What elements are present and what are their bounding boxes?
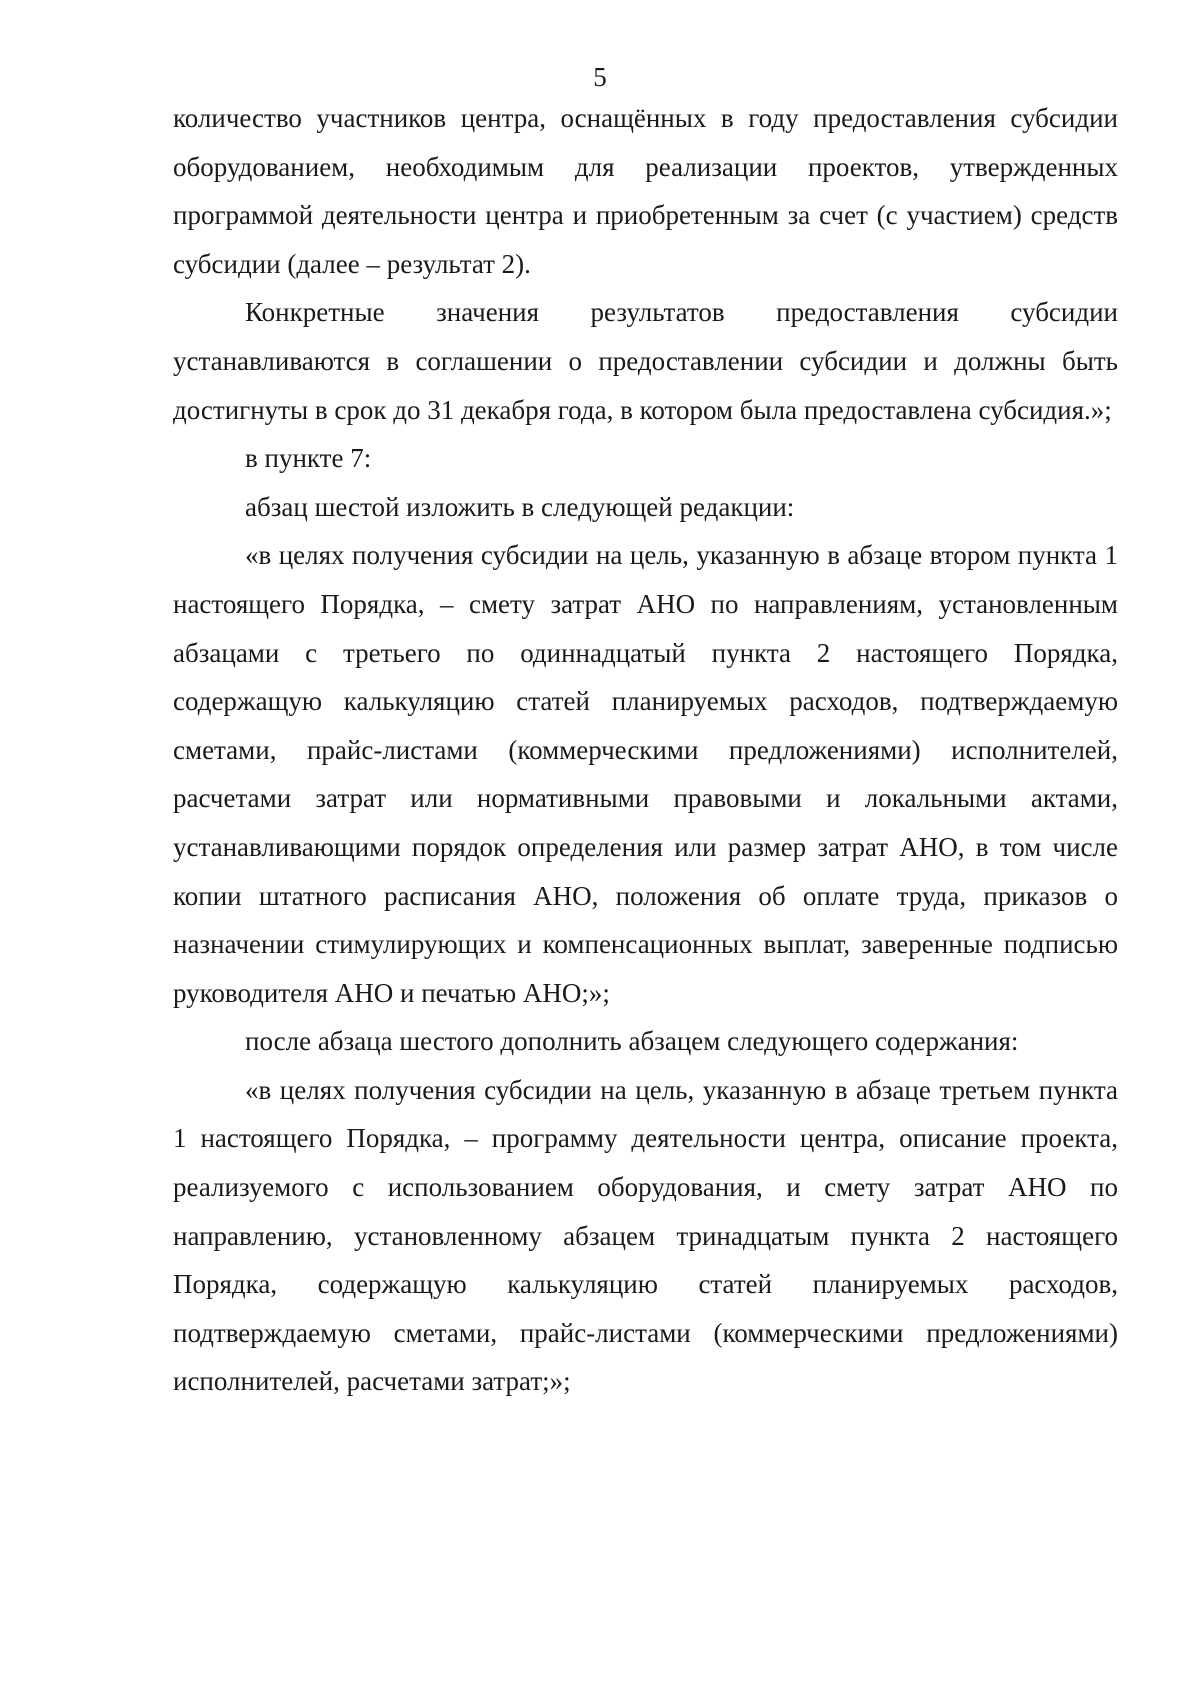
document-body	[173, 94, 1118, 1406]
page-number: 5	[593, 62, 607, 92]
paragraph-addition-heading: после абзаца шестого дополнить абзацем следующего содержания:	[245, 1026, 1019, 1057]
paragraph-sixth-abzac-text: «в целях получения субсидии на цель, указанную в абзаце втором пункта 1 настоящего Порядка, – смету затрат АНО по направлениям, установленным абзацами с третьего по одиннадцатый пункта 2 настоящего Порядка, содержащую калькуляцию статей планируемых расходов, подтверждаемую сметами, прайс-листами (коммерческими предложениями) исполнителей, расчетами затрат или нормативными правовыми и локальными актами, устанавливающими порядок определения или размер затрат АНО, в том числе копии штатного расписания АНО, положения об оплате труда, приказов о назначении стимулирующих и компенсационных выплат, заверенные подписью руководителя АНО и печатью АНО;»;	[173, 540, 1118, 1008]
paragraph-addition-text: «в целях получения субсидии на цель, указанную в абзаце третьем пункта 1 настоящего Порядка, – программу деятельности центра, описание проекта, реализуемого с использованием оборудования, и смету затрат АНО по направлению, установленному абзацем тринадцатым пункта 2 настоящего Порядка, содержащую калькуляцию статей планируемых расходов, подтверждаемую сметами, прайс-листами (коммерческими предложениями) исполнителей, расчетами затрат;»;	[173, 1074, 1118, 1397]
paragraph-sixth-abzac-heading: абзац шестой изложить в следующей редакции:	[245, 491, 795, 522]
paragraph-result-values: Конкретные значения результатов предоставления субсидии устанавливаются в соглашении о предоставлении субсидии и должны быть достигнуты в срок до 31 декабря года, в котором была предоставлена субсидия.»;	[173, 297, 1118, 425]
paragraph-point-7: в пункте 7:	[245, 443, 372, 474]
paragraph-result-2: количество участников центра, оснащённых в году предоставления субсидии оборудованием, необходимым для реализации проектов, утвержденных программой деятельности центра и приобретенным за счет (с участием) средств субсидии (далее – результат 2).	[173, 103, 1118, 279]
